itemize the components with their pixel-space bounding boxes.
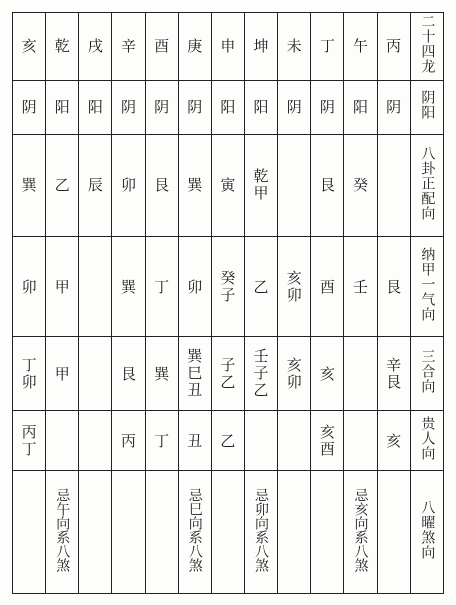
row-header [410, 471, 443, 594]
cell-text: 丁 [154, 431, 170, 450]
cell-text: 阳 [220, 98, 236, 117]
row-header-label: 贵人向 [419, 416, 436, 462]
table-cell [311, 337, 344, 411]
cell-text: 癸 [352, 176, 368, 195]
cell-text: 艮 [319, 176, 335, 195]
row-header [410, 80, 443, 134]
cell-text: 艮 [120, 364, 136, 383]
table-cell [145, 134, 178, 236]
table-cell [278, 80, 311, 134]
table-cell [377, 13, 410, 81]
row-header-label: 三合向 [419, 349, 436, 395]
row-header [410, 134, 443, 236]
table-cell [178, 80, 211, 134]
cell-text: 亥 [319, 364, 335, 383]
row-header-label: 八曜煞向 [419, 500, 436, 561]
table-cell [244, 411, 277, 471]
cell-text: 乾甲 [253, 167, 269, 203]
cell-text: 卯 [120, 176, 136, 195]
row-header [410, 411, 443, 471]
table-cell [344, 13, 377, 81]
table-cell [112, 237, 145, 337]
table-cell [178, 237, 211, 337]
table-cell [112, 411, 145, 471]
cell-text: 壬 [352, 277, 368, 296]
table-cell [178, 13, 211, 81]
cell-text: 艮 [386, 277, 402, 296]
cell-text: 阴 [154, 98, 170, 117]
cell-text: 丁 [319, 37, 335, 56]
cell-text: 忌亥向系八煞 [352, 488, 369, 573]
cell-text: 酉 [154, 37, 170, 56]
cell-text: 卯 [187, 277, 203, 296]
cell-text: 甲 [54, 277, 70, 296]
cell-text: 阳 [54, 98, 70, 117]
table-cell [311, 80, 344, 134]
cell-text: 阴 [21, 98, 37, 117]
table-cell [377, 337, 410, 411]
table-cell [244, 134, 277, 236]
cell-text: 癸子 [220, 268, 236, 304]
cell-text: 巽 [154, 364, 170, 383]
table-cell [211, 237, 244, 337]
cell-text: 亥酉 [319, 422, 335, 458]
row-header [410, 13, 443, 81]
table-cell [145, 80, 178, 134]
row-header [410, 337, 443, 411]
cell-text: 亥 [21, 37, 37, 56]
table-cell [344, 411, 377, 471]
table-cell [278, 134, 311, 236]
cell-text: 阴 [187, 98, 203, 117]
table-cell [13, 471, 46, 594]
table-cell [79, 13, 112, 81]
row-header-label: 二十四龙 [419, 14, 436, 75]
table-cell [112, 471, 145, 594]
cell-text: 丁卯 [21, 355, 37, 391]
cell-text: 巽 [187, 176, 203, 195]
table-cell [377, 237, 410, 337]
cell-text: 亥卯 [286, 268, 302, 304]
cell-text: 亥卯 [286, 355, 302, 391]
cell-text: 酉 [319, 277, 335, 296]
cell-text: 午 [352, 37, 368, 56]
cell-text: 未 [286, 37, 302, 56]
cell-text: 忌午向系八煞 [54, 488, 71, 573]
table-cell [244, 237, 277, 337]
table-cell [13, 80, 46, 134]
table-cell [344, 337, 377, 411]
table-row [13, 237, 444, 337]
table-row [13, 13, 444, 81]
table-cell [145, 237, 178, 337]
table-cell [278, 337, 311, 411]
cell-text: 巽 [21, 176, 37, 195]
cell-text: 忌巳向系八煞 [186, 488, 203, 573]
table-cell [178, 411, 211, 471]
table-row [13, 337, 444, 411]
cell-text: 阳 [253, 98, 269, 117]
table-cell [211, 471, 244, 594]
cell-text: 阴 [120, 98, 136, 117]
table-cell [178, 337, 211, 411]
table-cell [13, 134, 46, 236]
cell-text: 阴 [286, 98, 302, 117]
table-cell [13, 13, 46, 81]
table-cell [79, 80, 112, 134]
table-cell [211, 80, 244, 134]
table-cell [211, 411, 244, 471]
cell-text: 甲 [54, 364, 70, 383]
table-cell [344, 134, 377, 236]
table-cell [377, 411, 410, 471]
table-cell [244, 337, 277, 411]
cell-text: 亥 [386, 431, 402, 450]
table-cell [311, 134, 344, 236]
table-cell [244, 13, 277, 81]
table-cell [46, 471, 79, 594]
table-cell [79, 337, 112, 411]
cell-text: 乙 [253, 277, 269, 296]
table-cell [79, 237, 112, 337]
table-cell [244, 471, 277, 594]
row-header-label: 八卦正配向 [419, 145, 436, 221]
cell-text: 丑 [187, 431, 203, 450]
table-cell [79, 134, 112, 236]
cell-text: 辛艮 [386, 355, 402, 391]
table-cell [211, 337, 244, 411]
table-cell [311, 411, 344, 471]
table-cell [145, 337, 178, 411]
table-row [13, 471, 444, 594]
cell-text: 辛 [120, 37, 136, 56]
table-cell [211, 134, 244, 236]
cell-text: 庚 [187, 37, 203, 56]
table-cell [278, 411, 311, 471]
cell-text: 壬子乙 [253, 347, 269, 400]
cell-text: 辰 [87, 176, 103, 195]
cell-text: 卯 [21, 277, 37, 296]
table-cell [145, 411, 178, 471]
cell-text: 乙 [54, 176, 70, 195]
row-header [410, 237, 443, 337]
table-row [13, 80, 444, 134]
table-cell [278, 237, 311, 337]
cell-text: 子乙 [220, 355, 236, 391]
table-cell [112, 337, 145, 411]
table-cell [311, 13, 344, 81]
table-cell [112, 134, 145, 236]
cell-text: 巽 [120, 277, 136, 296]
table-cell [13, 411, 46, 471]
table-cell [178, 471, 211, 594]
table-cell [344, 471, 377, 594]
table-cell [145, 471, 178, 594]
table-cell [46, 411, 79, 471]
table-cell [112, 80, 145, 134]
twenty-four-dragons-table [12, 12, 444, 594]
cell-text: 丙 [386, 37, 402, 56]
table-cell [344, 80, 377, 134]
table-cell [278, 13, 311, 81]
cell-text: 寅 [220, 176, 236, 195]
cell-text: 乙 [220, 431, 236, 450]
table-cell [46, 237, 79, 337]
table-cell [211, 13, 244, 81]
table-cell [377, 471, 410, 594]
cell-text: 阳 [352, 98, 368, 117]
cell-text: 阴 [319, 98, 335, 117]
cell-text: 坤 [253, 37, 269, 56]
table-cell [46, 13, 79, 81]
table-row [13, 411, 444, 471]
table-cell [79, 411, 112, 471]
table-cell [311, 237, 344, 337]
cell-text: 戌 [87, 37, 103, 56]
table-cell [377, 80, 410, 134]
row-header-label: 纳甲一气向 [419, 247, 436, 323]
cell-text: 丙 [120, 431, 136, 450]
table-cell [278, 471, 311, 594]
cell-text: 艮 [154, 176, 170, 195]
table-cell [178, 134, 211, 236]
table-cell [79, 471, 112, 594]
cell-text: 阴 [386, 98, 402, 117]
table-cell [311, 471, 344, 594]
table-cell [46, 337, 79, 411]
cell-text: 丁 [154, 277, 170, 296]
cell-text: 忌卯向系八煞 [253, 488, 270, 573]
table-cell [344, 237, 377, 337]
table-row [13, 134, 444, 236]
table-cell [145, 13, 178, 81]
table-cell [46, 80, 79, 134]
cell-text: 阳 [87, 98, 103, 117]
table-cell [112, 13, 145, 81]
cell-text: 巽巳丑 [187, 347, 203, 400]
table-cell [13, 337, 46, 411]
cell-text: 申 [220, 37, 236, 56]
table-cell [46, 134, 79, 236]
row-header-label: 阴阳 [419, 90, 436, 121]
table-cell [244, 80, 277, 134]
table-cell [13, 237, 46, 337]
table-cell [377, 134, 410, 236]
cell-text: 丙丁 [21, 422, 37, 458]
cell-text: 乾 [54, 37, 70, 56]
